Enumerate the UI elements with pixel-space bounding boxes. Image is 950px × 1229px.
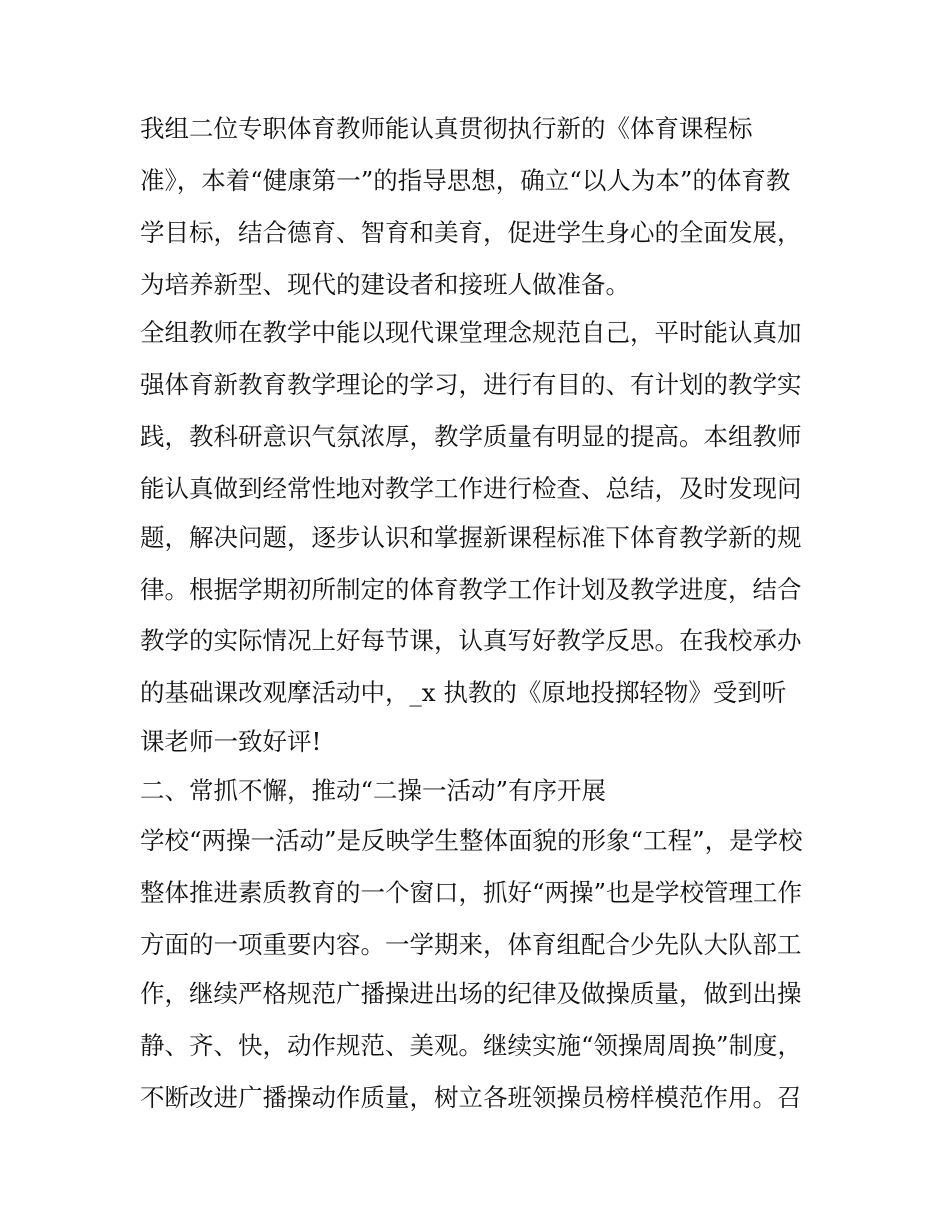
text-line: 整体推进素质教育的一个窗口，抓好“两操”也是学校管理工作 [140, 878, 803, 907]
text-line: 方面的一项重要内容。一学期来，体育组配合少先队大队部工 [140, 930, 802, 959]
text-line: 静、齐、快，动作规范、美观。继续实施“领操周周换”制度， [140, 1031, 803, 1060]
text-line: 课老师一致好评! [140, 727, 322, 756]
text-line: 题，解决问题，逐步认识和掌握新课程标准下体育教学新的规 [140, 523, 802, 552]
text-line: 教学的实际情况上好每节课，认真写好教学反思。在我校承办 [140, 626, 802, 655]
text-line: 强体育新教育教学理论的学习，进行有目的、有计划的教学实 [140, 370, 802, 399]
text-line: 践，教科研意识气氛浓厚，教学质量有明显的提高。本组教师 [140, 422, 802, 451]
text-line: 律。根据学期初所制定的体育教学工作计划及教学进度，结合 [140, 575, 802, 604]
text-line: 准》，本着“健康第一”的指导思想，确立“以人为本”的体育教 [140, 166, 791, 195]
section-heading: 二、常抓不懈，推动“二操一活动”有序开展 [140, 776, 607, 805]
text-line: 我组二位专职体育教师能认真贯彻执行新的《体育课程标 [140, 114, 753, 143]
text-line: 全组教师在教学中能以现代课堂理念规范自己，平时能认真加 [140, 318, 802, 347]
text-line: 学目标，结合德育、智育和美育，促进学生身心的全面发展， [140, 218, 802, 247]
text-line: 不断改进广播操动作质量，树立各班领操员榜样模范作用。召 [140, 1083, 802, 1112]
text-line: 能认真做到经常性地对教学工作进行检查、总结，及时发现问 [140, 474, 802, 503]
text-line: 作，继续严格规范广播操进出场的纪律及做操质量，做到出操 [140, 979, 802, 1008]
text-line: 为培养新型、现代的建设者和接班人做准备。 [140, 270, 630, 299]
text-line: 学校“两操一活动”是反映学生整体面貌的形象“工程”，是学校 [140, 826, 803, 855]
text-line: 的基础课改观摩活动中，_x 执教的《原地投掷轻物》受到听 [140, 678, 787, 707]
